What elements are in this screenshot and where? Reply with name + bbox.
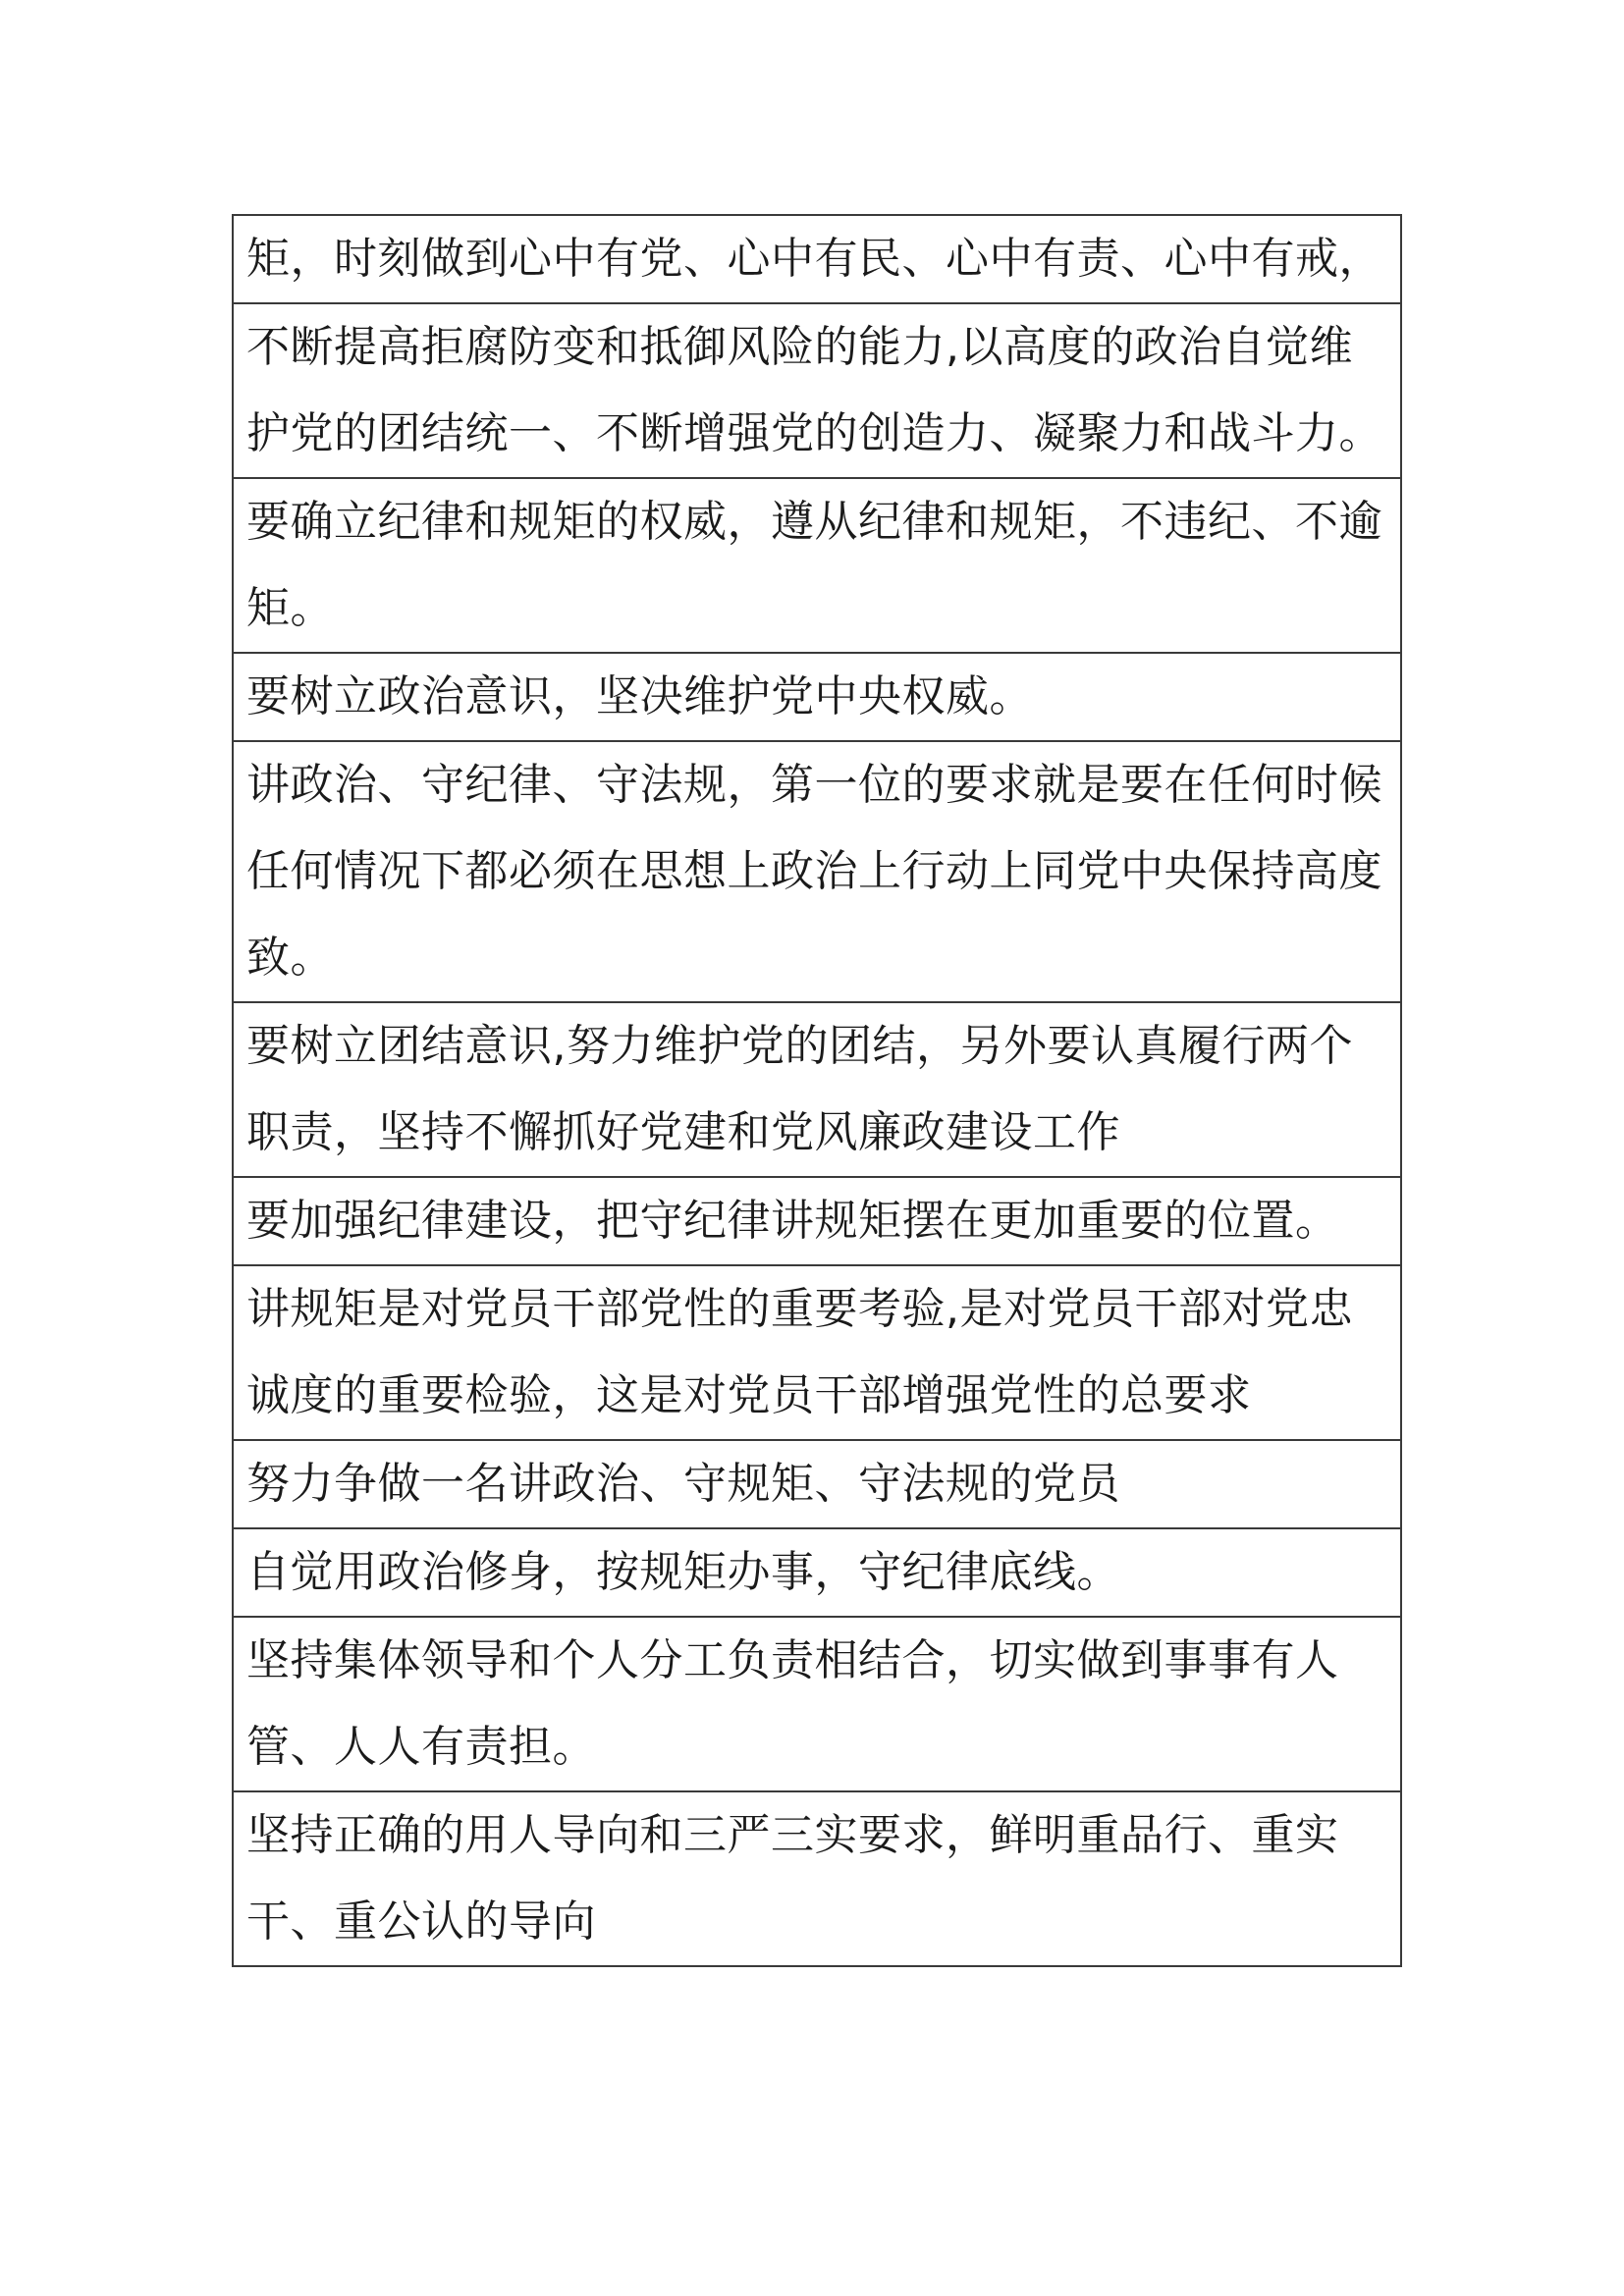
table-row bbox=[233, 478, 1401, 653]
table-row bbox=[233, 1177, 1401, 1265]
table-cell: 自觉用政治修身，按规矩办事，守纪律底线。 bbox=[233, 1528, 1401, 1617]
table-row bbox=[233, 1617, 1401, 1791]
table-cell: 讲政治、守纪律、守法规，第一位的要求就是要在任何时候任何情况下都必须在思想上政治上行动上同党中央保持高度致。 bbox=[233, 741, 1401, 1002]
table-cell: 矩，时刻做到心中有党、心中有民、心中有责、心中有戒， bbox=[233, 215, 1401, 303]
table-row bbox=[233, 1528, 1401, 1617]
table-cell: 坚持正确的用人导向和三严三实要求，鲜明重品行、重实干、重公认的导向 bbox=[233, 1791, 1401, 1966]
table-cell: 讲规矩是对党员干部党性的重要考验,是对党员干部对党忠诚度的重要检验，这是对党员干部增强党性的总要求 bbox=[233, 1265, 1401, 1440]
table-cell: 要树立团结意识,努力维护党的团结，另外要认真履行两个职责，坚持不懈抓好党建和党风廉政建设工作 bbox=[233, 1002, 1401, 1177]
table-row bbox=[233, 1440, 1401, 1528]
table-cell: 努力争做一名讲政治、守规矩、守法规的党员 bbox=[233, 1440, 1401, 1528]
table-row bbox=[233, 215, 1401, 303]
table-row bbox=[233, 1791, 1401, 1966]
table-cell: 要树立政治意识，坚决维护党中央权威。 bbox=[233, 653, 1401, 741]
content-table bbox=[232, 214, 1402, 1967]
table-row bbox=[233, 653, 1401, 741]
table-row bbox=[233, 741, 1401, 1002]
table-cell: 坚持集体领导和个人分工负责相结合，切实做到事事有人管、人人有责担。 bbox=[233, 1617, 1401, 1791]
table-cell: 不断提高拒腐防变和抵御风险的能力,以高度的政治自觉维护党的团结统一、不断增强党的创造力、凝聚力和战斗力。 bbox=[233, 303, 1401, 478]
table-row bbox=[233, 1265, 1401, 1440]
table-row bbox=[233, 303, 1401, 478]
table-cell: 要确立纪律和规矩的权威，遵从纪律和规矩，不违纪、不逾矩。 bbox=[233, 478, 1401, 653]
table-cell: 要加强纪律建设，把守纪律讲规矩摆在更加重要的位置。 bbox=[233, 1177, 1401, 1265]
table-row bbox=[233, 1002, 1401, 1177]
